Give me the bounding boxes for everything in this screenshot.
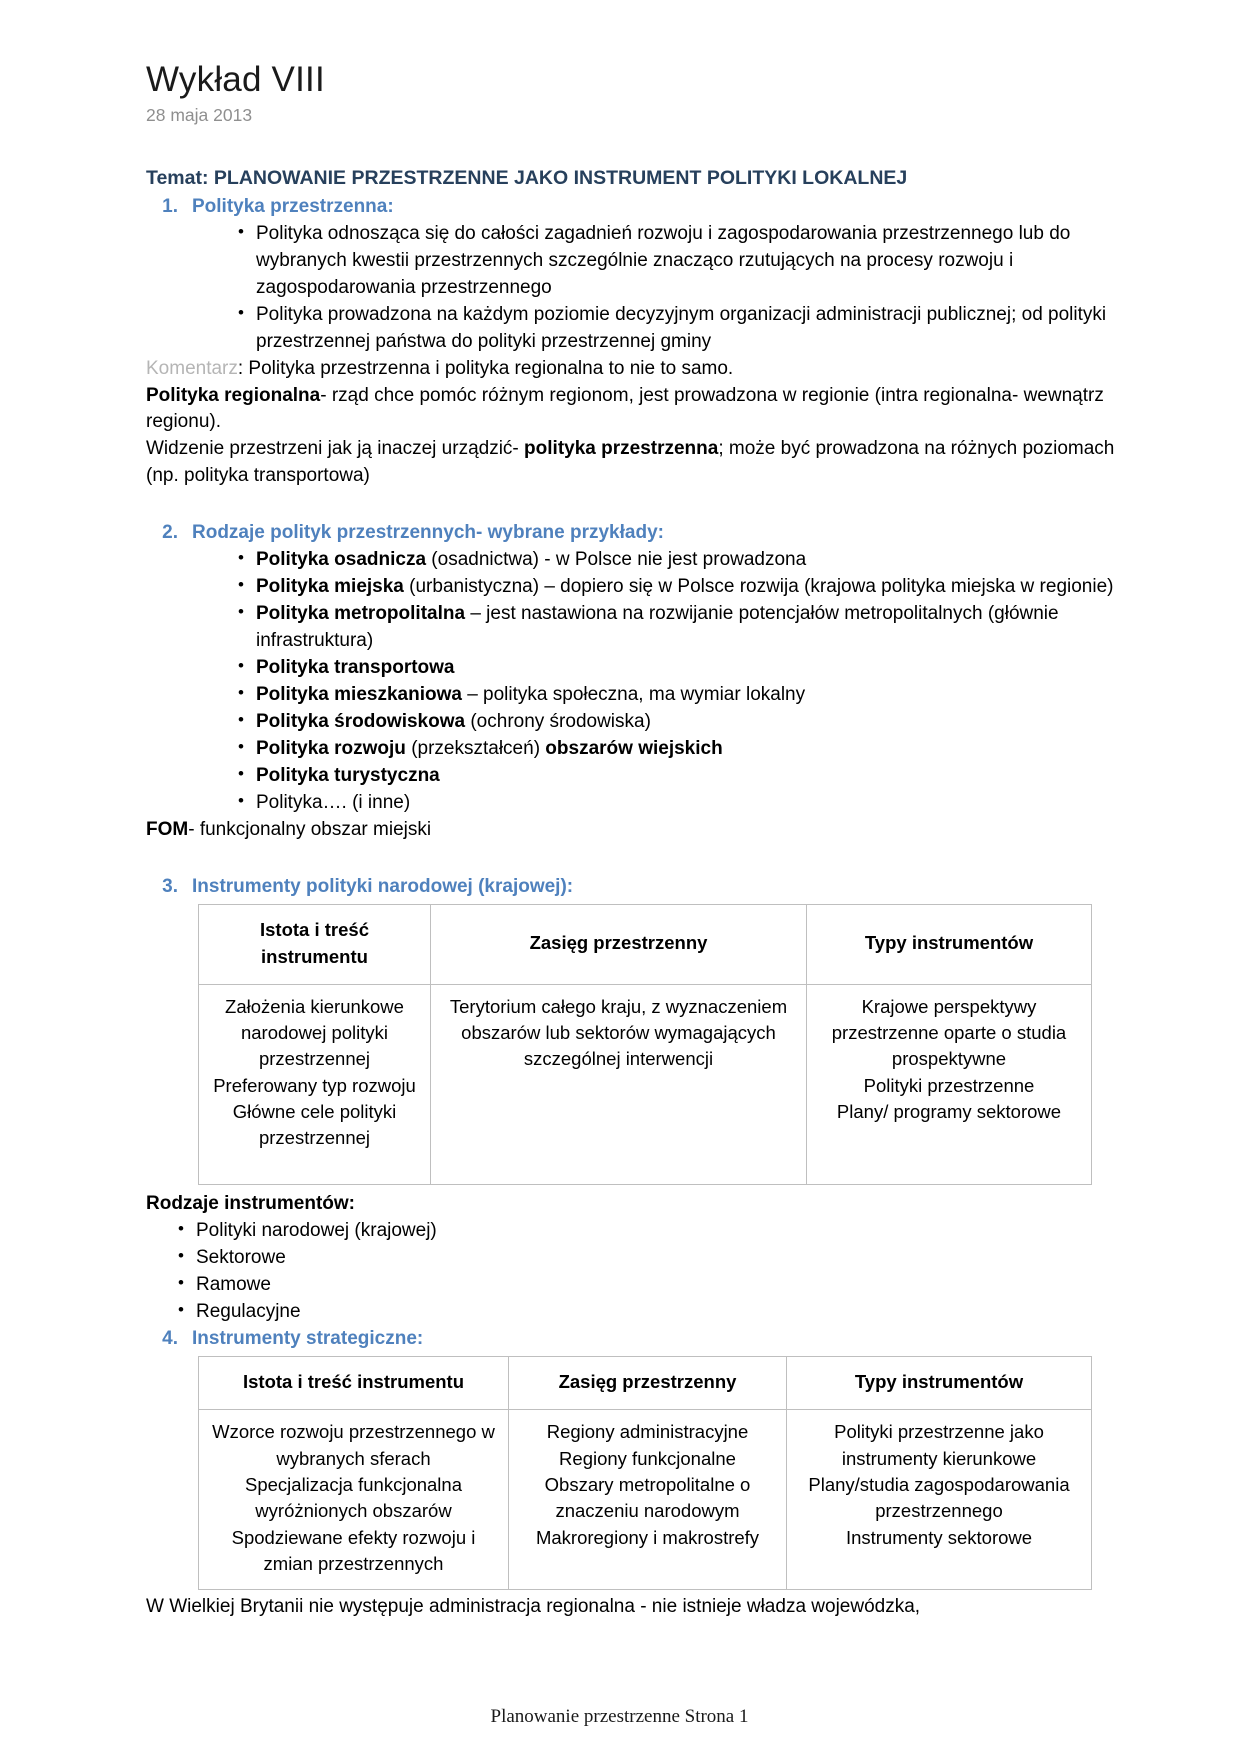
section-number-4: 4. xyxy=(162,1327,178,1349)
polityka-regionalna-text: - rząd chce pomóc różnym regionom, jest prowadzona w regionie (intra regionalna- wewnątrz regionu). xyxy=(146,384,1104,433)
polityka-przestrzenna-term: polityka przestrzenna xyxy=(524,438,719,460)
instrument-kinds-list xyxy=(174,1218,1121,1326)
column-header: Typy instrumentów xyxy=(807,905,1092,985)
column-header: Istota i treść instrumentu xyxy=(199,1357,509,1410)
page-footer: Planowanie przestrzenne Strona 1 xyxy=(490,1706,749,1727)
strategic-instruments-table xyxy=(198,1356,1092,1590)
policy-description: Polityka…. (i inne) xyxy=(256,791,411,813)
section-heading-2 xyxy=(146,520,1121,547)
table-header-row xyxy=(199,905,1092,985)
list-item xyxy=(234,682,1121,709)
widzenie-paragraph xyxy=(146,436,1121,490)
national-instruments-table xyxy=(198,904,1092,1185)
document-date: 28 maja 2013 xyxy=(146,105,253,126)
policy-term: Polityka środowiskowa xyxy=(256,710,466,732)
polityka-regionalna-paragraph xyxy=(146,383,1121,437)
table-cell: Polityki przestrzenne jako instrumenty kierunkowe Plany/studia zagospodarowania przestrzennego Instrumenty sektorowe xyxy=(787,1410,1092,1590)
section-heading-3 xyxy=(146,874,1121,901)
list-item: • Regulacyjne xyxy=(174,1299,1121,1326)
fom-paragraph xyxy=(146,817,1121,844)
column-header: Istota i treść instrumentu xyxy=(199,905,431,985)
section-label-4: Instrumenty strategiczne: xyxy=(192,1327,424,1349)
list-item xyxy=(234,601,1121,655)
list-item xyxy=(234,574,1121,601)
komentarz-paragraph xyxy=(146,356,1121,383)
widzenie-text-pre: Widzenie przestrzeni jak ją inaczej urządzić- xyxy=(146,438,525,460)
page-title: Wykład VIII xyxy=(146,60,325,99)
column-header: Zasięg przestrzenny xyxy=(431,905,807,985)
table-row xyxy=(199,1410,1092,1590)
list-item xyxy=(234,655,1121,682)
policy-description: (ochrony środowiska) xyxy=(465,710,651,732)
section-1-bullet-list xyxy=(234,221,1121,356)
policy-term: Polityka turystyczna xyxy=(256,764,440,786)
section-number-2: 2. xyxy=(162,522,178,544)
widzenie-text-post: ; może być prowadzona na różnych poziomach (np. polityka transportowa) xyxy=(146,438,1115,487)
policy-description: (przekształceń) xyxy=(405,737,546,759)
table-cell: Regiony administracyjne Regiony funkcjonalne Obszary metropolitalne o znaczeniu narodowym Makroregiony i makrostrefy xyxy=(509,1410,787,1590)
list-item: • Sektorowe xyxy=(174,1245,1121,1272)
table-row xyxy=(199,984,1092,1184)
section-heading-4 xyxy=(146,1326,1121,1353)
policy-term: Polityka transportowa xyxy=(256,656,455,678)
policy-term: Polityka metropolitalna xyxy=(256,602,466,624)
list-item xyxy=(234,736,1121,763)
policy-description: – jest nastawiona na rozwijanie potencjałów metropolitalnych (głównie infrastruktura) xyxy=(256,602,1059,651)
topic-heading: Temat: PLANOWANIE PRZESTRZENNE JAKO INSTRUMENT POLITYKI LOKALNEJ xyxy=(146,167,908,190)
policy-description: (urbanistyczna) – dopiero się w Polsce rozwija (krajowa polityka miejska w regionie) xyxy=(403,575,1114,597)
fom-term: FOM xyxy=(146,818,189,840)
table-cell: Wzorce rozwoju przestrzennego w wybranych sferach Specjalizacja funkcjonalna wyróżnionych obszarów Spodziewane efekty rozwoju i zmian przestrzennych xyxy=(199,1410,509,1590)
list-item: • Polityka prowadzona na każdym poziomie decyzyjnym organizacji administracji publicznej; od polityki przestrzennej państwa do polityki przestrzennej gminy xyxy=(234,302,1121,356)
policy-term: Polityka osadnicza xyxy=(256,548,427,570)
table-cell: Założenia kierunkowe narodowej polityki przestrzennej Preferowany typ rozwoju Główne cele polityki przestrzennej xyxy=(199,984,431,1184)
komentarz-text: : Polityka przestrzenna i polityka regionalna to nie to samo. xyxy=(237,357,734,379)
list-item xyxy=(234,709,1121,736)
policy-description: – polityka społeczna, ma wymiar lokalny xyxy=(461,683,806,705)
list-item xyxy=(234,763,1121,790)
list-item xyxy=(234,547,1121,574)
policy-term: Polityka rozwoju xyxy=(256,737,406,759)
list-item: • Ramowe xyxy=(174,1272,1121,1299)
policy-types-list xyxy=(234,547,1121,817)
table-cell: Terytorium całego kraju, z wyznaczeniem obszarów lub sektorów wymagających szczególnej interwencji xyxy=(431,984,807,1184)
list-item: • Polityka odnosząca się do całości zagadnień rozwoju i zagospodarowania przestrzennego lub do wybranych kwestii przestrzennych szczególnie znacząco rzutujących na procesy rozwoju i zagospodarowania przestrzennego xyxy=(234,221,1121,302)
section-heading-1 xyxy=(146,194,1121,221)
section-label-2: Rodzaje polityk przestrzennych- wybrane przykłady: xyxy=(192,522,664,544)
policy-term-tail: obszarów wiejskich xyxy=(545,737,723,759)
table-header-row xyxy=(199,1357,1092,1410)
wielka-brytania-paragraph: W Wielkiej Brytanii nie występuje administracja regionalna - nie istnieje władza wojewódzka, xyxy=(146,1596,921,1618)
list-item xyxy=(234,790,1121,817)
section-label-1: Polityka przestrzenna: xyxy=(192,196,394,218)
policy-description: (osadnictwa) - w Polsce nie jest prowadzona xyxy=(426,548,807,570)
rodzaje-instrumentow-label: Rodzaje instrumentów: xyxy=(146,1192,356,1214)
column-header: Typy instrumentów xyxy=(787,1357,1092,1410)
fom-text: - funkcjonalny obszar miejski xyxy=(188,818,432,840)
section-number-1: 1. xyxy=(162,196,178,218)
list-item: • Polityki narodowej (krajowej) xyxy=(174,1218,1121,1245)
column-header: Zasięg przestrzenny xyxy=(509,1357,787,1410)
policy-term: Polityka mieszkaniowa xyxy=(256,683,462,705)
section-number-3: 3. xyxy=(162,875,178,897)
section-label-3: Instrumenty polityki narodowej (krajowej): xyxy=(192,875,574,897)
polityka-regionalna-term: Polityka regionalna xyxy=(146,384,321,406)
table-cell: Krajowe perspektywy przestrzenne oparte o studia prospektywne Polityki przestrzenne Plany/ programy sektorowe xyxy=(807,984,1092,1184)
policy-term: Polityka miejska xyxy=(256,575,404,597)
rodzaje-instrumentow-heading xyxy=(146,1191,1121,1218)
komentarz-label: Komentarz xyxy=(146,357,238,379)
